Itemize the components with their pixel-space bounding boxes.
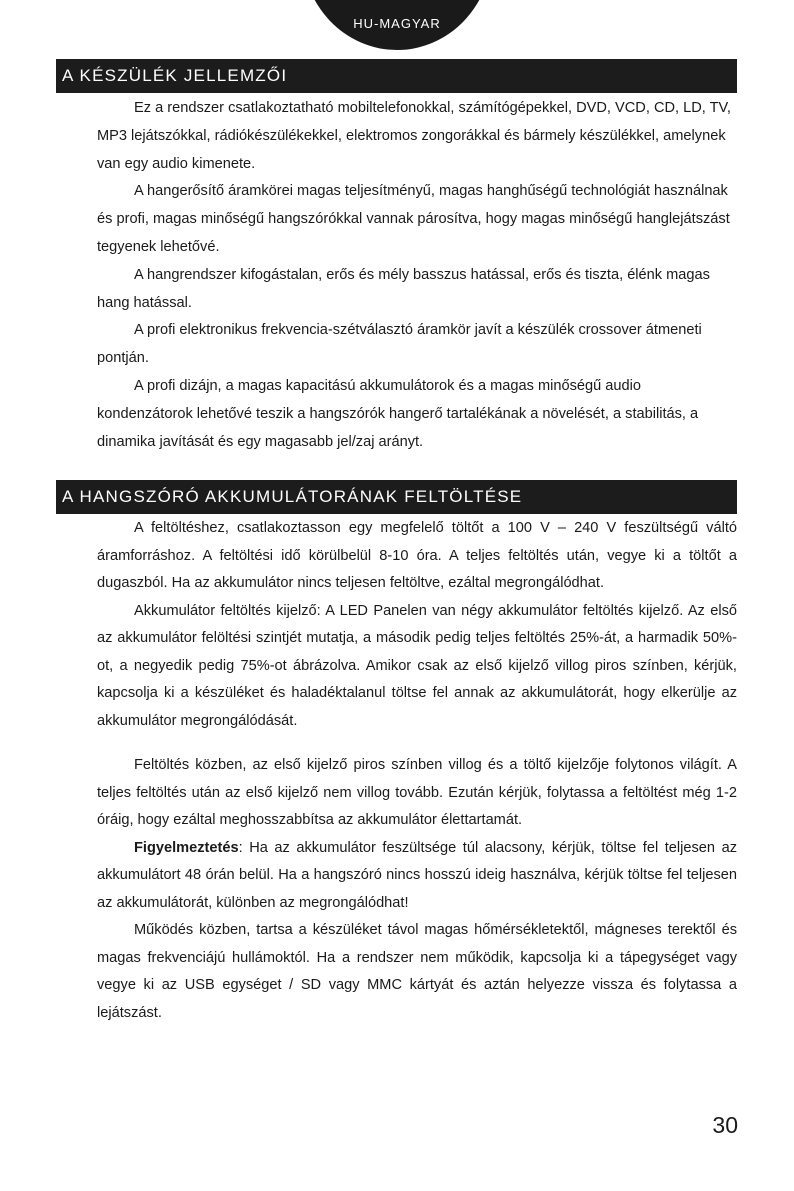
charging-note-paragraph: Feltöltés közben, az első kijelző piros színben villog és a töltő kijelzője folytonos világít. A teljes feltöltés után az első kijelző nem villog tovább. Ezután kérjük, folytassa a feltöltést még 1-2 óráig, hogy ezáltal meghosszabbítsa az akkumulátor élettartamát. [97, 757, 737, 828]
features-text-block [97, 95, 737, 456]
language-label: HU-MAGYAR [353, 16, 441, 31]
charging-continued-block [97, 752, 737, 1027]
features-paragraph: A profi dizájn, a magas kapacitású akkumulátorok és a magas minőségű audio kondenzátorok lehetővé teszik a hangszórók hangerő tartalékának a növelését, a stabilitás, a dinamika javítását és egy magasabb jel/zaj arányt. [97, 377, 699, 450]
charging-paragraph: A feltöltéshez, csatlakoztasson egy megfelelő töltőt a 100 V – 240 V feszültségű váltó áramforráshoz. A feltöltési idő körülbelül 8-10 óra. A teljes feltöltés után, vegye ki a töltőt a dugaszból. Ha az akkumulátor nincs teljesen feltöltve, ezáltal megrongálódhat. [97, 520, 737, 591]
charging-text-block [97, 515, 737, 735]
section-title-features: A KÉSZÜLÉK JELLEMZŐI [56, 59, 737, 93]
warning-text: : Ha az akkumulátor feszültsége túl alacsony, kérjük, töltse fel teljesen az akkumulátort 48 órán belül. Ha a hangszóró nincs hosszú ideig használva, kérjük töltse fel teljesen az akkumulátorát, különben az megrongálódhat! [97, 839, 737, 911]
warning-paragraph [97, 835, 737, 918]
features-paragraph: A hangrendszer kifogástalan, erős és mély basszus hatással, erős és tiszta, élénk magas hang hatással. [97, 266, 710, 311]
features-paragraph: A hangerősítő áramkörei magas teljesítményű, magas hanghűségű technológiát használnak és profi, magas minőségű hangszórókkal vannak párosítva, hogy magas minőségű hanglejátszást tegyenek lehetővé. [97, 183, 730, 255]
warning-label: Figyelmeztetés [134, 839, 239, 856]
operation-note-paragraph: Működés közben, tartsa a készüléket távol magas hőmérsékletektől, mágneses terektől és magas frekvenciájú hullámoktól. Ha a rendszer nem működik, kapcsolja ki a tápegységet vagy vegye ki az USB egységet / SD vagy MMC kártyát és aztán helyezze vissza és folytassa a lejátszást. [97, 922, 737, 1021]
page-number: 30 [712, 1112, 738, 1138]
charging-paragraph: Akkumulátor feltöltés kijelző: A LED Panelen van négy akkumulátor feltöltés kijelző. Az első az akkumulátor felöltési szintjét mutatja, a második pedig teljes feltöltés 25%-át, a harmadik 50%-ot, a negyedik pedig 75%-ot ábrázolva. Amikor csak az első kijelző villog piros színben, kérjük, kapcsolja ki a készüléket és haladéktalanul töltse fel annak az akkumulátorát, hogy elkerülje az akkumulátor megrongálódását. [97, 602, 737, 729]
features-paragraph: A profi elektronikus frekvencia-szétválasztó áramkör javít a készülék crossover átmeneti pontján. [97, 322, 702, 367]
section-title-charging: A HANGSZÓRÓ AKKUMULÁTORÁNAK FELTÖLTÉSE [56, 480, 737, 514]
features-paragraph: Ez a rendszer csatlakoztatható mobiltelefonokkal, számítógépekkel, DVD, VCD, CD, LD, TV, MP3 lejátszókkal, rádiókészülékekkel, elektromos zongorákkal és bármely készülékkel, amelynek van egy audio kimenete. [97, 100, 731, 172]
